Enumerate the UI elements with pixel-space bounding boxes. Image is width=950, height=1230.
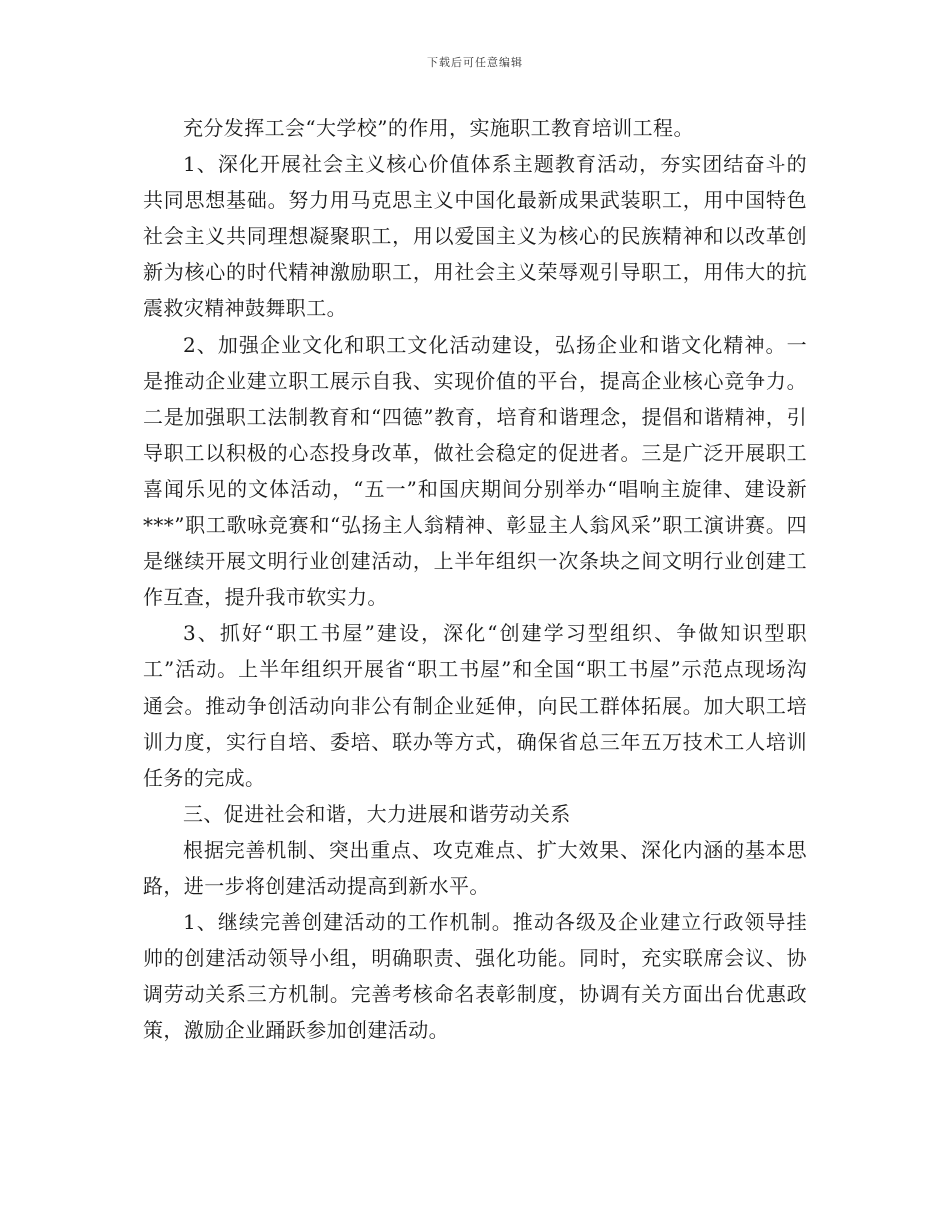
paragraph-item-3: 3、抓好“职工书屋”建设，深化“创建学习型组织、争做知识型职工”活动。上半年组织开展省“职工书屋”和全国“职工书屋”示范点现场沟通会。推动争创活动向非公有制企业延伸，向民工群体拓展。加大职工培训力度，实行自培、委培、联办等方式，确保省总三年五万技术工人培训任务的完成。 — [143, 621, 807, 790]
page-header: 下载后可任意编辑 — [427, 56, 523, 69]
paragraph-intro: 充分发挥工会“大学校”的作用，实施职工教育培训工程。 — [183, 116, 694, 140]
paragraph-section-intro: 根据完善机制、突出重点、攻克难点、扩大效果、深化内涵的基本思路，进一步将创建活动提高到新水平。 — [143, 837, 807, 898]
paragraph-item-1: 1、深化开展社会主义核心价值体系主题教育活动，夯实团结奋斗的共同思想基础。努力用马克思主义中国化最新成果武装职工，用中国特色社会主义共同理想凝聚职工，用以爱国主义为核心的民族精神和以改革创新为核心的时代精神激励职工，用社会主义荣辱观引导职工，用伟大的抗震救灾精神鼓舞职工。 — [143, 152, 807, 321]
document-body — [143, 110, 807, 1048]
paragraph-item-2: 2、加强企业文化和职工文化活动建设，弘扬企业和谐文化精神。一是推动企业建立职工展示自我、实现价值的平台，提高企业核心竞争力。二是加强职工法制教育和“四德”教育，培育和谐理念，提倡和谐精神，引导职工以积极的心态投身改革，做社会稳定的促进者。三是广泛开展职工喜闻乐见的文体活动，“五一”和国庆期间分别举办“唱响主旋律、建设新***”职工歌咏竞赛和“弘扬主人翁精神、彰显主人翁风采”职工演讲赛。四是继续开展文明行业创建活动，上半年组织一次条块之间文明行业创建工作互查，提升我市软实力。 — [143, 332, 807, 610]
paragraph-section-item-1: 1、继续完善创建活动的工作机制。推动各级及企业建立行政领导挂帅的创建活动领导小组，明确职责、强化功能。同时，充实联席会议、协调劳动关系三方机制。完善考核命名表彰制度，协调有关方面出台优惠政策，激励企业踊跃参加创建活动。 — [143, 910, 807, 1043]
section-heading-3: 三、促进社会和谐，大力进展和谐劳动关系 — [183, 801, 571, 826]
